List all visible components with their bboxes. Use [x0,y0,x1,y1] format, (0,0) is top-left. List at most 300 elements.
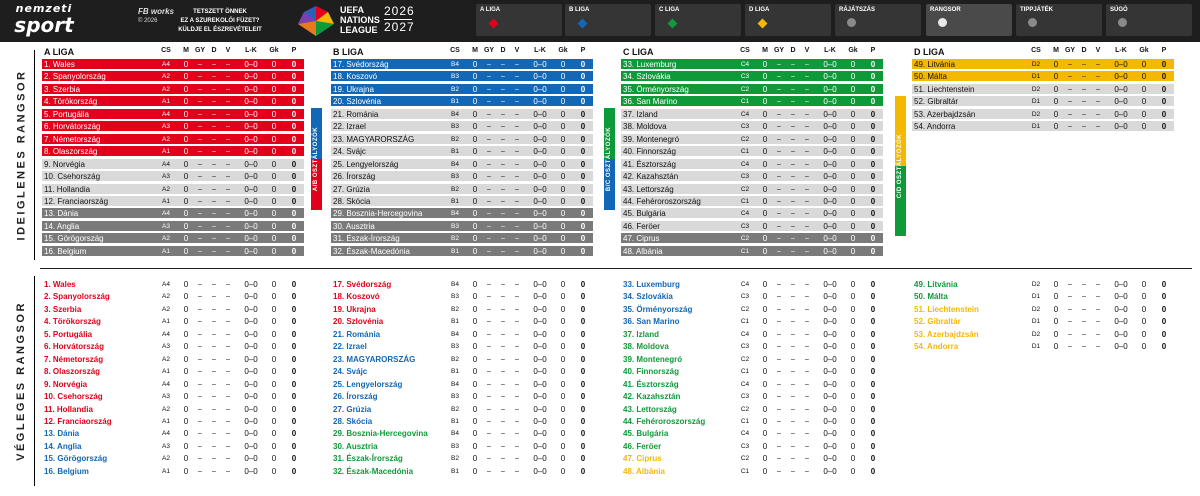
stat-d: – [791,98,795,106]
final-ranking-row[interactable] [42,291,304,302]
stat-gk: 0 [1141,317,1147,327]
stat-gy: – [487,110,491,118]
provisional-ranking-row[interactable] [621,109,883,120]
provisional-ranking-row[interactable] [331,196,593,207]
stat-lk: 0–0 [244,292,258,302]
final-ranking-row[interactable] [331,279,593,290]
stat-p: 0 [580,172,586,182]
provisional-ranking-row[interactable] [621,121,883,132]
final-ranking-row[interactable] [42,453,304,464]
stat-gy: – [487,185,491,193]
stat-gk: 0 [560,60,566,69]
stat-lk: 0–0 [1114,97,1128,107]
provisional-ranking-row[interactable] [331,59,593,70]
provisional-ranking-row[interactable] [621,59,883,70]
section-label-ideiglenes [6,50,36,260]
tab-tipp[interactable] [1016,4,1102,36]
tab-c[interactable] [655,4,741,36]
stat-lk: 0–0 [533,280,547,289]
stat-d: – [501,235,505,243]
section-label-vegleges [6,276,36,486]
team-group: D2 [1031,281,1041,288]
provisional-ranking-row[interactable] [621,208,883,219]
stat-p: 0 [291,354,297,364]
provisional-ranking-row[interactable] [331,221,593,232]
stat-m: 0 [1053,280,1059,289]
final-ranking-row[interactable] [912,329,1174,340]
stat-lk: 0–0 [533,109,547,119]
final-ranking-row[interactable] [331,329,593,340]
provisional-ranking-row[interactable] [42,246,304,257]
tab-label: C LIGA [659,7,680,13]
stat-lk: 0–0 [533,134,547,144]
stat-d: – [791,430,795,438]
provisional-ranking-row[interactable] [331,84,593,95]
stat-gy: – [198,305,202,313]
team-group: A1 [162,467,170,475]
stat-lk: 0–0 [1114,317,1128,327]
stat-p: 0 [580,196,586,206]
stat-gy: – [198,293,202,301]
stat-p: 0 [580,392,586,402]
provisional-ranking-row[interactable] [621,84,883,95]
final-ranking-row[interactable] [621,391,883,402]
stat-d: – [791,405,795,413]
stat-p: 0 [291,221,297,231]
provisional-ranking-row[interactable] [42,84,304,95]
stat-p: 0 [580,367,586,377]
final-ranking-row[interactable] [42,391,304,402]
team-name: 43. Lettország [623,404,677,414]
team-name: 8. Olaszország [44,367,101,377]
team-group: D1 [1031,343,1041,351]
team-group: B1 [451,417,459,425]
stat-lk: 0–0 [244,97,258,107]
stat-p: 0 [1161,292,1167,302]
final-ranking-row[interactable] [331,441,593,452]
stat-lk: 0–0 [244,184,258,194]
team-group: A3 [162,222,170,230]
provisional-ranking-row[interactable] [331,146,593,157]
stat-d: – [501,85,505,93]
provisional-ranking-row[interactable] [331,96,593,107]
stat-p: 0 [870,172,876,182]
provisional-ranking-row[interactable] [42,196,304,207]
stat-d: – [501,405,505,413]
stat-v: – [1096,110,1100,118]
stat-d: – [501,355,505,363]
provisional-ranking-row[interactable] [331,246,593,257]
stat-v: – [805,247,809,255]
final-ranking-row[interactable] [331,379,593,390]
team-name: 15. Görögország [44,234,104,244]
team-name: 44. Fehéroroszország [623,416,706,426]
stat-v: – [515,343,519,351]
stat-m: 0 [472,134,478,144]
team-name: 38. Moldova [623,122,667,132]
team-group: D1 [1031,293,1041,301]
final-ranking-row[interactable] [42,441,304,452]
team-name: 7. Németország [44,354,104,364]
stat-lk: 0–0 [533,404,547,414]
provisional-ranking-row[interactable] [42,184,304,195]
team-name: 14. Anglia [44,441,82,451]
final-ranking-row[interactable] [42,428,304,439]
stat-p: 0 [291,184,297,194]
final-ranking-row[interactable] [621,466,883,477]
team-group: B4 [451,330,459,338]
provisional-ranking-row[interactable] [42,109,304,120]
final-ranking-row[interactable] [621,453,883,464]
final-ranking-row[interactable] [42,341,304,352]
stat-m: 0 [762,172,768,182]
provisional-ranking-row[interactable] [912,109,1174,120]
stat-gk: 0 [850,172,856,182]
column-header-d: D [790,47,796,54]
provisional-ranking-row[interactable] [912,84,1174,95]
final-ranking-row[interactable] [331,391,593,402]
provisional-ranking-row[interactable] [621,184,883,195]
stat-v: – [1096,293,1100,301]
nemzeti-sport-logo[interactable] [4,2,84,38]
stat-gk: 0 [271,429,277,439]
tab-b[interactable] [565,4,651,36]
team-name: 29. Bosznia-Hercegovina [333,209,423,219]
uefa-nations-league-logo-icon [294,4,338,38]
stat-m: 0 [1053,292,1059,302]
final-ranking-row[interactable] [42,404,304,415]
final-ranking-row[interactable] [912,279,1174,290]
team-name: 22. Izrael [333,342,367,352]
feedback-promo[interactable] [165,8,275,35]
provisional-ranking-row[interactable] [621,134,883,145]
team-name: 16. Belgium [44,466,89,476]
final-ranking-row[interactable] [621,304,883,315]
provisional-ranking-row[interactable] [42,59,304,70]
stat-d: – [791,247,795,255]
final-ranking-row[interactable] [621,279,883,290]
final-ranking-row[interactable] [331,404,593,415]
team-group: C1 [740,467,750,475]
provisional-ranking-row[interactable] [912,71,1174,82]
provisional-ranking-row[interactable] [621,146,883,157]
stat-lk: 0–0 [823,122,837,132]
team-group: C2 [740,355,750,363]
final-ranking-row[interactable] [331,416,593,427]
provisional-ranking-row[interactable] [42,233,304,244]
column-header-gk: Gk [558,47,568,54]
provisional-ranking-row[interactable] [621,159,883,170]
stat-v: – [515,110,519,118]
team-group: C1 [740,247,750,255]
stat-lk: 0–0 [823,159,837,169]
stat-p: 0 [870,221,876,231]
stat-gk: 0 [560,379,566,389]
final-ranking-row[interactable] [912,304,1174,315]
stat-v: – [1096,305,1100,313]
stat-gy: – [487,222,491,230]
stat-p: 0 [580,441,586,451]
provisional-ranking-row[interactable] [621,221,883,232]
final-ranking-row[interactable] [42,366,304,377]
provisional-ranking-row[interactable] [42,159,304,170]
team-group: A1 [162,98,170,106]
stat-gk: 0 [1141,304,1147,314]
provisional-ranking-row[interactable] [331,134,593,145]
tab-sugo[interactable] [1106,4,1192,36]
provisional-ranking-row[interactable] [331,109,593,120]
stat-d: – [212,442,216,450]
provisional-ranking-row[interactable] [42,171,304,182]
provisional-ranking-row[interactable] [331,121,593,132]
stat-v: – [1096,98,1100,106]
final-ranking-row[interactable] [331,341,593,352]
team-group: C4 [740,330,750,338]
tab-raj[interactable] [835,4,921,36]
stat-gk: 0 [271,221,277,231]
final-ranking-row[interactable] [331,366,593,377]
final-ranking-row[interactable] [621,441,883,452]
stat-lk: 0–0 [533,60,547,69]
stat-gy: – [1068,281,1072,288]
team-name: 27. Grúzia [333,404,372,414]
tab-rang[interactable] [926,4,1012,36]
team-group: B2 [451,185,459,193]
stat-m: 0 [472,209,478,219]
stat-v: – [226,281,230,288]
stat-v: – [226,380,230,388]
provisional-ranking-row[interactable] [621,196,883,207]
provisional-ranking-row[interactable] [42,146,304,157]
tab-d[interactable] [745,4,831,36]
stat-gk: 0 [560,172,566,182]
final-ranking-row[interactable] [42,466,304,477]
final-ranking-row[interactable] [331,304,593,315]
stat-gk: 0 [1141,292,1147,302]
final-ranking-row[interactable] [331,291,593,302]
team-group: C2 [740,85,750,93]
stat-d: – [791,417,795,425]
final-ranking-row[interactable] [42,279,304,290]
team-group: B3 [451,222,459,230]
stat-d: – [791,73,795,81]
provisional-ranking-row[interactable] [621,71,883,82]
stat-p: 0 [1161,97,1167,107]
stat-lk: 0–0 [533,147,547,157]
stat-d: – [791,160,795,168]
stat-p: 0 [291,234,297,244]
final-ranking-row[interactable] [42,304,304,315]
stat-d: – [1082,305,1086,313]
provisional-ranking-row[interactable] [912,121,1174,132]
stat-gy: – [487,442,491,450]
provisional-ranking-row[interactable] [42,71,304,82]
stat-gk: 0 [1141,97,1147,107]
stat-gy: – [777,135,781,143]
promo-line3: KÜLDJE EL ÉSZREVÉTELEIT [178,27,262,33]
final-ranking-row[interactable] [621,379,883,390]
provisional-ranking-row[interactable] [331,71,593,82]
final-ranking-row[interactable] [621,341,883,352]
final-ranking-row[interactable] [42,416,304,427]
stat-m: 0 [472,109,478,119]
provisional-ranking-row[interactable] [331,159,593,170]
provisional-ranking-row[interactable] [621,171,883,182]
team-name: 1. Wales [44,60,75,69]
provisional-ranking-row[interactable] [42,221,304,232]
stat-m: 0 [762,60,768,69]
stat-m: 0 [1053,60,1059,69]
final-ranking-row[interactable] [621,428,883,439]
final-ranking-row[interactable] [331,354,593,365]
stat-p: 0 [580,221,586,231]
stat-m: 0 [472,317,478,327]
stat-v: – [226,305,230,313]
stat-m: 0 [472,392,478,402]
stat-gk: 0 [1141,84,1147,94]
provisional-ranking-row[interactable] [42,96,304,107]
stat-p: 0 [580,292,586,302]
stat-v: – [515,417,519,425]
tab-a[interactable] [476,4,562,36]
stat-d: – [212,455,216,463]
final-ranking-row[interactable] [621,404,883,415]
stat-p: 0 [291,84,297,94]
provisional-ranking-row[interactable] [621,246,883,257]
provisional-ranking-row[interactable] [331,208,593,219]
stat-gy: – [777,281,781,288]
provisional-ranking-row[interactable] [42,208,304,219]
stat-d: – [791,197,795,205]
stat-m: 0 [183,304,189,314]
provisional-ranking-row[interactable] [621,233,883,244]
stat-m: 0 [183,196,189,206]
stat-d: – [212,123,216,131]
team-group: B3 [451,343,459,351]
provisional-ranking-row[interactable] [42,121,304,132]
stat-p: 0 [580,234,586,244]
stat-gy: – [198,185,202,193]
team-group: A3 [162,173,170,181]
team-name: 54. Andorra [914,342,959,352]
stat-v: – [515,123,519,131]
stat-gy: – [487,73,491,81]
stat-gk: 0 [850,84,856,94]
stat-m: 0 [183,379,189,389]
provisional-ranking-row[interactable] [331,171,593,182]
stat-d: – [501,455,505,463]
stat-lk: 0–0 [244,234,258,244]
stat-lk: 0–0 [533,72,547,82]
final-ranking-row[interactable] [621,416,883,427]
final-ranking-row[interactable] [621,329,883,340]
team-group: C1 [740,417,750,425]
stat-gk: 0 [850,429,856,439]
stat-v: – [515,380,519,388]
final-ranking-row[interactable] [912,341,1174,352]
playoff-bar-cd[interactable] [895,96,906,236]
final-ranking-row[interactable] [331,453,593,464]
final-ranking-row[interactable] [912,291,1174,302]
stat-lk: 0–0 [533,304,547,314]
stat-v: – [226,368,230,376]
final-ranking-row[interactable] [331,428,593,439]
league-title: C LIGA [623,47,654,57]
final-ranking-row[interactable] [912,316,1174,327]
final-ranking-row[interactable] [331,466,593,477]
stat-p: 0 [870,234,876,244]
provisional-ranking-row[interactable] [331,233,593,244]
stat-v: – [805,123,809,131]
final-ranking-row[interactable] [42,316,304,327]
team-group: B4 [451,61,459,68]
final-ranking-row[interactable] [42,354,304,365]
final-ranking-row[interactable] [621,354,883,365]
stat-v: – [805,442,809,450]
stat-gk: 0 [560,221,566,231]
stat-v: – [805,355,809,363]
team-name: 19. Ukrajna [333,304,376,314]
final-ranking-row[interactable] [621,366,883,377]
stat-p: 0 [1161,109,1167,119]
final-ranking-row[interactable] [331,316,593,327]
stat-lk: 0–0 [823,60,837,69]
provisional-ranking-row[interactable] [912,59,1174,70]
team-group: A1 [162,417,170,425]
stat-lk: 0–0 [533,342,547,352]
tab-label: TIPPJÁTÉK [1020,7,1054,13]
stat-m: 0 [183,329,189,339]
provisional-ranking-row[interactable] [42,134,304,145]
stat-gk: 0 [1141,280,1147,289]
stat-gy: – [487,380,491,388]
provisional-ranking-row[interactable] [912,96,1174,107]
final-ranking-row[interactable] [621,316,883,327]
final-ranking-row[interactable] [42,329,304,340]
stat-v: – [515,135,519,143]
stat-gy: – [777,61,781,68]
stat-m: 0 [472,122,478,132]
stat-p: 0 [291,454,297,464]
team-group: D2 [1031,305,1041,313]
playoff-bar-ab[interactable] [311,108,322,210]
stat-lk: 0–0 [244,404,258,414]
stat-v: – [226,135,230,143]
provisional-ranking-row[interactable] [331,184,593,195]
stat-p: 0 [1161,280,1167,289]
stat-gy: – [1068,293,1072,301]
stat-m: 0 [762,354,768,364]
playoff-bar-bc[interactable] [604,108,615,210]
column-header-cs: CS [740,47,750,54]
stat-v: – [805,160,809,168]
stat-d: – [212,61,216,68]
stat-p: 0 [580,72,586,82]
final-ranking-row[interactable] [621,291,883,302]
final-ranking-row[interactable] [42,379,304,390]
team-name: 5. Portugália [44,329,93,339]
provisional-ranking-row[interactable] [621,96,883,107]
stat-lk: 0–0 [244,392,258,402]
season-year-top: 2026 [384,4,415,18]
stat-gk: 0 [1141,342,1147,352]
stat-gk: 0 [560,280,566,289]
stat-p: 0 [870,416,876,426]
stat-lk: 0–0 [823,221,837,231]
team-group: B4 [451,210,459,218]
stat-d: – [501,330,505,338]
stat-gk: 0 [271,392,277,402]
